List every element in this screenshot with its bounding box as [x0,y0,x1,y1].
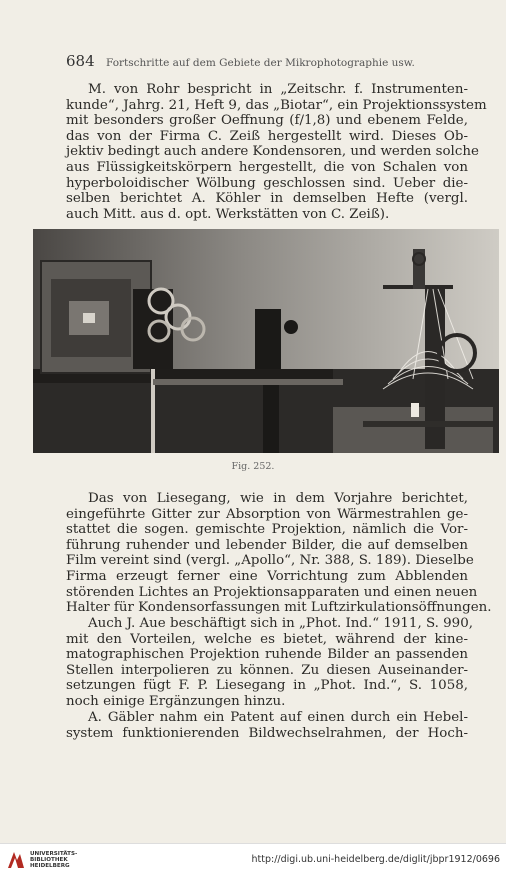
text-line: störenden Lichtes an Projektionsapparaten und einen neuen [66,584,478,600]
text-line: Halter für Kondensorfassungen mit Luftzirkulationsöffnungen. [66,600,492,616]
text-line: das von der Firma C. Zeiß hergestellt wird. Dieses Ob- [66,128,468,144]
text-line: mit besonders großer Oeffnung (f/1,8) und ebenem Felde, [66,113,468,129]
paragraph-4 [66,710,468,741]
text-line: auch Mitt. aus d. opt. Werkstätten von C. Zeiß). [66,206,390,222]
text-line: Auch J. Aue beschäftigt sich in „Phot. Ind.“ 1911, S. 990, [88,616,473,631]
text-line: hyperboloidischer Wölbung geschlossen sind. Ueber die- [66,175,468,191]
text-line: jektiv bedingt auch andere Kondensoren, und werden solche [66,144,479,160]
figure-caption: Fig. 252. [231,461,275,472]
projection-apparatus-photo [33,229,499,453]
viewer-footer [0,843,506,878]
text-line: führung ruhender und lebender Bilder, die auf demselben [66,537,468,553]
text-line: Das von Liesegang, wie in dem Vorjahre berichtet, [88,491,468,506]
text-line: setzungen fügt F. P. Liesegang in „Phot. Ind.“, S. 1058, [66,678,468,694]
text-line: eingeführte Gitter zur Absorption von Wärmestrahlen ge- [66,506,468,522]
text-line: Stellen interpolieren zu können. Zu diesen Auseinander- [66,662,468,678]
paragraph-3 [66,616,473,710]
text-line: matographischen Projektion ruhende Bilder an passenden [66,647,468,663]
library-name-line: HEIDELBERG [30,863,70,870]
text-line: mit den Vorteilen, welche es bietet, während der kine- [66,631,468,647]
library-name-line: BIBLIOTHEK [30,856,68,863]
text-line: aus Flüssigkeitskörpern hergestellt, die von Schalen von [66,159,468,175]
library-name-line: UNIVERSITÄTS- [30,850,78,857]
text-line: Film vereint sind (vergl. „Apollo“, Nr. 388, S. 189). Dieselbe [66,553,474,569]
page-number: 684 [66,52,95,70]
library-logo[interactable] [6,850,77,870]
text-line: kunde“, Jahrg. 21, Heft 9, das „Biotar“, ein Projektionssystem [66,97,487,113]
text-line: Firma erzeugt ferner eine Vorrichtung zum Abblenden [66,568,468,584]
paragraph-2 [66,491,492,616]
figure-photograph [33,229,499,453]
text-line: M. von Rohr bespricht in „Zeitschr. f. Instrumenten- [88,82,468,97]
text-line: noch einige Ergänzungen hinzu. [66,693,286,709]
text-line: stattet die sogen. gemischte Projektion, nämlich die Vor- [66,522,468,538]
permalink-url[interactable]: http://digi.ub.uni-heidelberg.de/diglit/jbpr1912/0696 [251,854,500,865]
text-line: system funktionierenden Bildwechselrahmen, der Hoch- [66,725,468,741]
text-line: A. Gäbler nahm ein Patent auf einen durch ein Hebel- [88,710,468,725]
paragraph-1 [66,82,487,222]
library-name [30,851,77,870]
library-logo-icon [6,850,26,870]
running-header [66,52,466,70]
running-title: Fortschritte auf dem Gebiete der Mikrophotographie usw. [105,57,415,69]
text-line: selben berichtet A. Köhler in demselben Hefte (vergl. [66,191,468,207]
